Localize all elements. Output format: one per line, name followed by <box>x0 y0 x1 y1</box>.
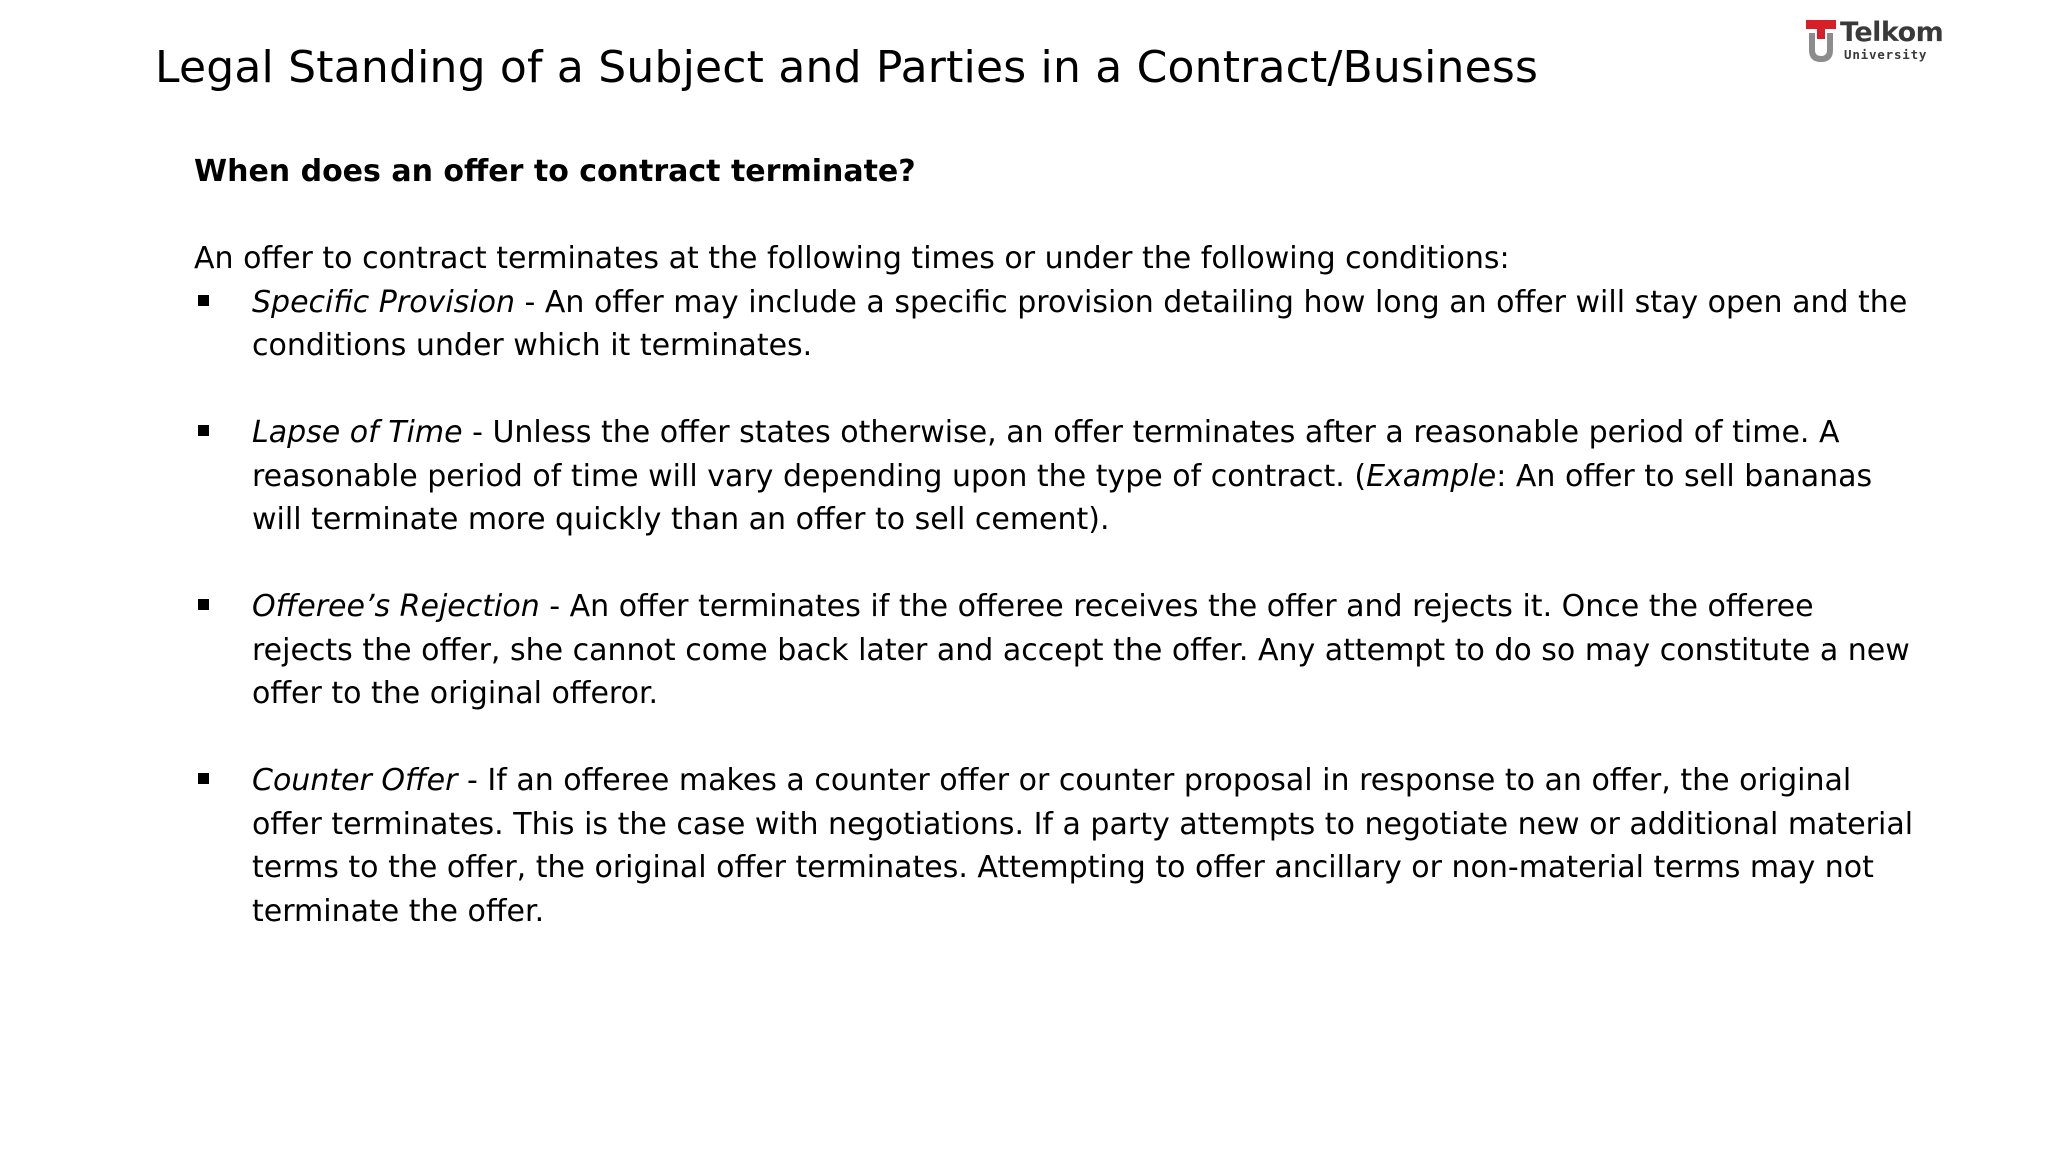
logo-subtitle: University <box>1844 47 1928 62</box>
bullet-text: - An offer may include a specific provision detailing how long an offer will stay open and the conditions under which it terminates. <box>252 284 1908 363</box>
termination-conditions-list <box>194 281 1914 934</box>
bullet-term: Offeree’s Rejection <box>252 589 540 624</box>
bullet-text-after: : An offer to sell bananas will terminate more quickly than an offer to sell cement). <box>252 458 1873 537</box>
slide-title: Legal Standing of a Subject and Parties in a Contract/Business <box>155 42 1539 93</box>
telkom-university-logo <box>1806 18 1946 66</box>
square-bullet-icon <box>198 773 209 784</box>
list-item-lapse-of-time <box>194 411 1914 542</box>
list-item-counter-offer <box>194 759 1914 933</box>
intro-paragraph: An offer to contract terminates at the following times or under the following conditions: <box>194 241 1510 276</box>
list-item-specific-provision <box>194 281 1914 368</box>
square-bullet-icon <box>198 425 209 436</box>
square-bullet-icon <box>198 295 209 306</box>
bullet-term: Counter Offer <box>252 763 458 798</box>
logo-wordmark: Telkom <box>1840 17 1944 48</box>
telkom-logo-icon <box>1806 20 1836 64</box>
section-question: When does an offer to contract terminate? <box>194 154 916 189</box>
slide-body <box>194 150 1914 977</box>
list-item-offeree-rejection <box>194 585 1914 716</box>
bullet-term: Specific Provision <box>252 284 515 320</box>
example-label: Example <box>1366 458 1497 494</box>
bullet-term: Lapse of Time <box>252 415 463 450</box>
bullet-text: - An offer terminates if the offeree receives the offer and rejects it. Once the offeree rejects the offer, she cannot come back later and accept the offer. Any attempt to do so may constitute a new offer to the original offeror. <box>252 589 1910 711</box>
bullet-text: - Unless the offer states otherwise, an offer terminates after a reasonable period of time. A reasonable period of time will vary depending upon the type of contract. ( <box>252 415 1840 494</box>
square-bullet-icon <box>198 599 209 610</box>
bullet-text: - If an offeree makes a counter offer or counter proposal in response to an offer, the original offer terminates. This is the case with negotiations. If a party attempts to negotiate new or additional material terms to the offer, the original offer terminates. Attempting to offer ancillary or non-material terms may not terminate the offer. <box>252 763 1914 929</box>
